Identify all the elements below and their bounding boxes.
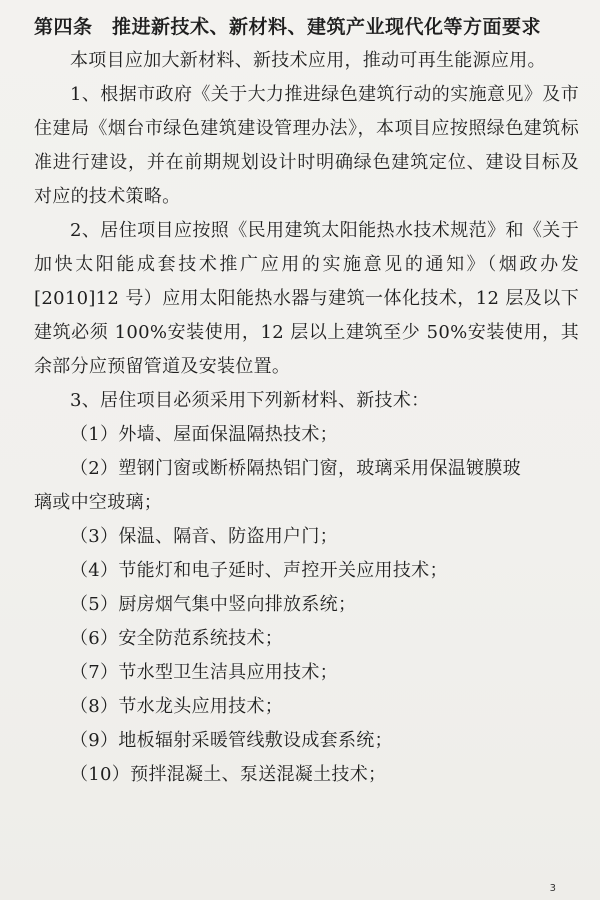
list-item-1: （1）外墙、屋面保温隔热技术；: [70, 424, 338, 445]
list-item-4: （4）节能灯和电子延时、声控开关应用技术；: [70, 560, 448, 581]
document-content: [34, 10, 579, 792]
list-item-5: （5）厨房烟气集中竖向排放系统；: [70, 594, 357, 615]
article-heading: 第四条 推进新技术、新材料、建筑产业现代化等方面要求: [34, 16, 542, 38]
intro-paragraph: 本项目应加大新材料、新技术应用，推动可再生能源应用。: [70, 50, 546, 71]
paragraph-2: 2、居住项目应按照《民用建筑太阳能热水技术规范》和《关于加快太阳能成套技术推广应用的实施意见的通知》（烟政办发[2010]12 号）应用太阳能热水器与建筑一体化技术，12 层及以下建筑必须 100%安装使用，12 层以上建筑至少 50%安装使用，其余部分应预留管道及安装位置。: [34, 220, 579, 377]
list-item-3: （3）保温、隔音、防盗用户门；: [70, 526, 338, 547]
list-item-6: （6）安全防范系统技术；: [70, 628, 284, 649]
paragraph-3: 3、居住项目必须采用下列新材料、新技术：: [70, 390, 430, 411]
page-number: 3: [549, 883, 556, 894]
list-item-8: （8）节水龙头应用技术；: [70, 696, 284, 717]
list-item-7: （7）节水型卫生洁具应用技术；: [70, 662, 338, 683]
list-item-2: （2）塑钢门窗或断桥隔热铝门窗，玻璃采用保温镀膜玻: [70, 458, 521, 479]
paragraph-1: 1、根据市政府《关于大力推进绿色建筑行动的实施意见》及市住建局《烟台市绿色建筑建设管理办法》，本项目应按照绿色建筑标准进行建设，并在前期规划设计时明确绿色建筑定位、建设目标及对应的技术策略。: [34, 84, 579, 207]
list-item-9: （9）地板辐射采暖管线敷设成套系统；: [70, 730, 393, 751]
list-item-10: （10）预拌混凝土、泵送混凝土技术；: [70, 764, 387, 785]
list-item-2-continued: 璃或中空玻璃；: [34, 492, 163, 513]
